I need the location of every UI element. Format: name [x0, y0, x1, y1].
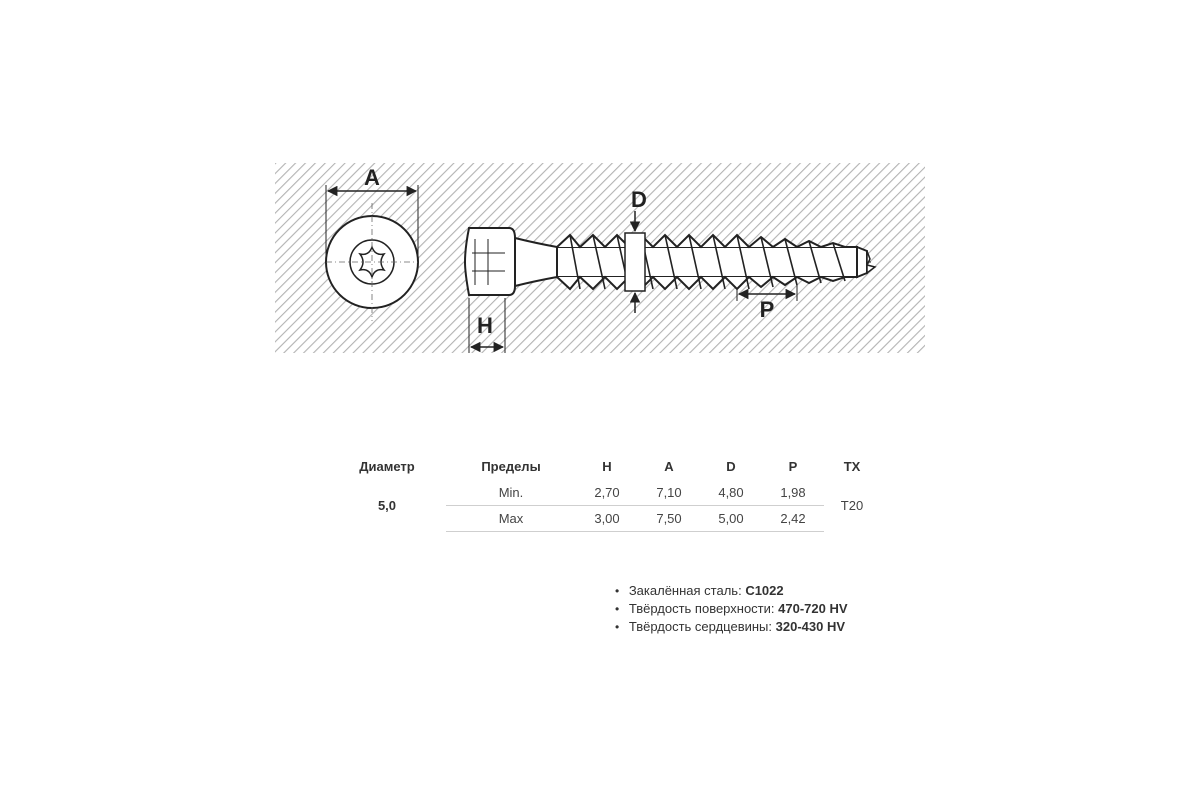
screw-technical-drawing — [275, 163, 925, 353]
property-label: Твёрдость поверхности: — [628, 601, 775, 616]
header-a: A — [664, 458, 674, 474]
tx-value: T20 — [840, 498, 864, 514]
cell-h: 2,70 — [594, 485, 620, 500]
table-row — [328, 480, 880, 506]
property-label: Твёрдость сердцевины: — [628, 619, 772, 634]
material-properties-list — [615, 582, 848, 636]
list-item — [615, 600, 848, 618]
property-value: C1022 — [745, 583, 784, 598]
cell-d: 4,80 — [718, 485, 744, 500]
property-label: Закалённая сталь: — [628, 583, 742, 598]
dimension-label-p: P — [759, 297, 775, 322]
list-item — [615, 582, 848, 600]
header-d: D — [726, 458, 736, 474]
header-p: P — [788, 458, 798, 474]
header-tx: TX — [843, 458, 861, 474]
dimension-label-a: A — [364, 165, 380, 190]
dimension-label-d: D — [631, 187, 647, 212]
diameter-value: 5,0 — [377, 498, 397, 514]
cell-p: 2,42 — [762, 506, 824, 532]
cell-a: 7,50 — [638, 506, 700, 532]
property-value: 470-720 HV — [778, 601, 848, 616]
list-item — [615, 618, 848, 636]
dimension-label-h: H — [477, 313, 493, 338]
cell-h: 3,00 — [576, 506, 638, 532]
header-h: H — [602, 458, 612, 474]
header-limits: Пределы — [481, 458, 541, 474]
limit-label: Max — [446, 506, 576, 532]
cell-a: 7,10 — [656, 485, 682, 500]
cell-p: 1,98 — [780, 485, 806, 500]
limit-label: Min. — [498, 485, 524, 500]
specification-table — [328, 452, 880, 532]
cell-d: 5,00 — [700, 506, 762, 532]
header-diameter: Диаметр — [359, 458, 415, 474]
property-value: 320-430 HV — [775, 619, 846, 634]
table-header-row — [328, 452, 880, 480]
